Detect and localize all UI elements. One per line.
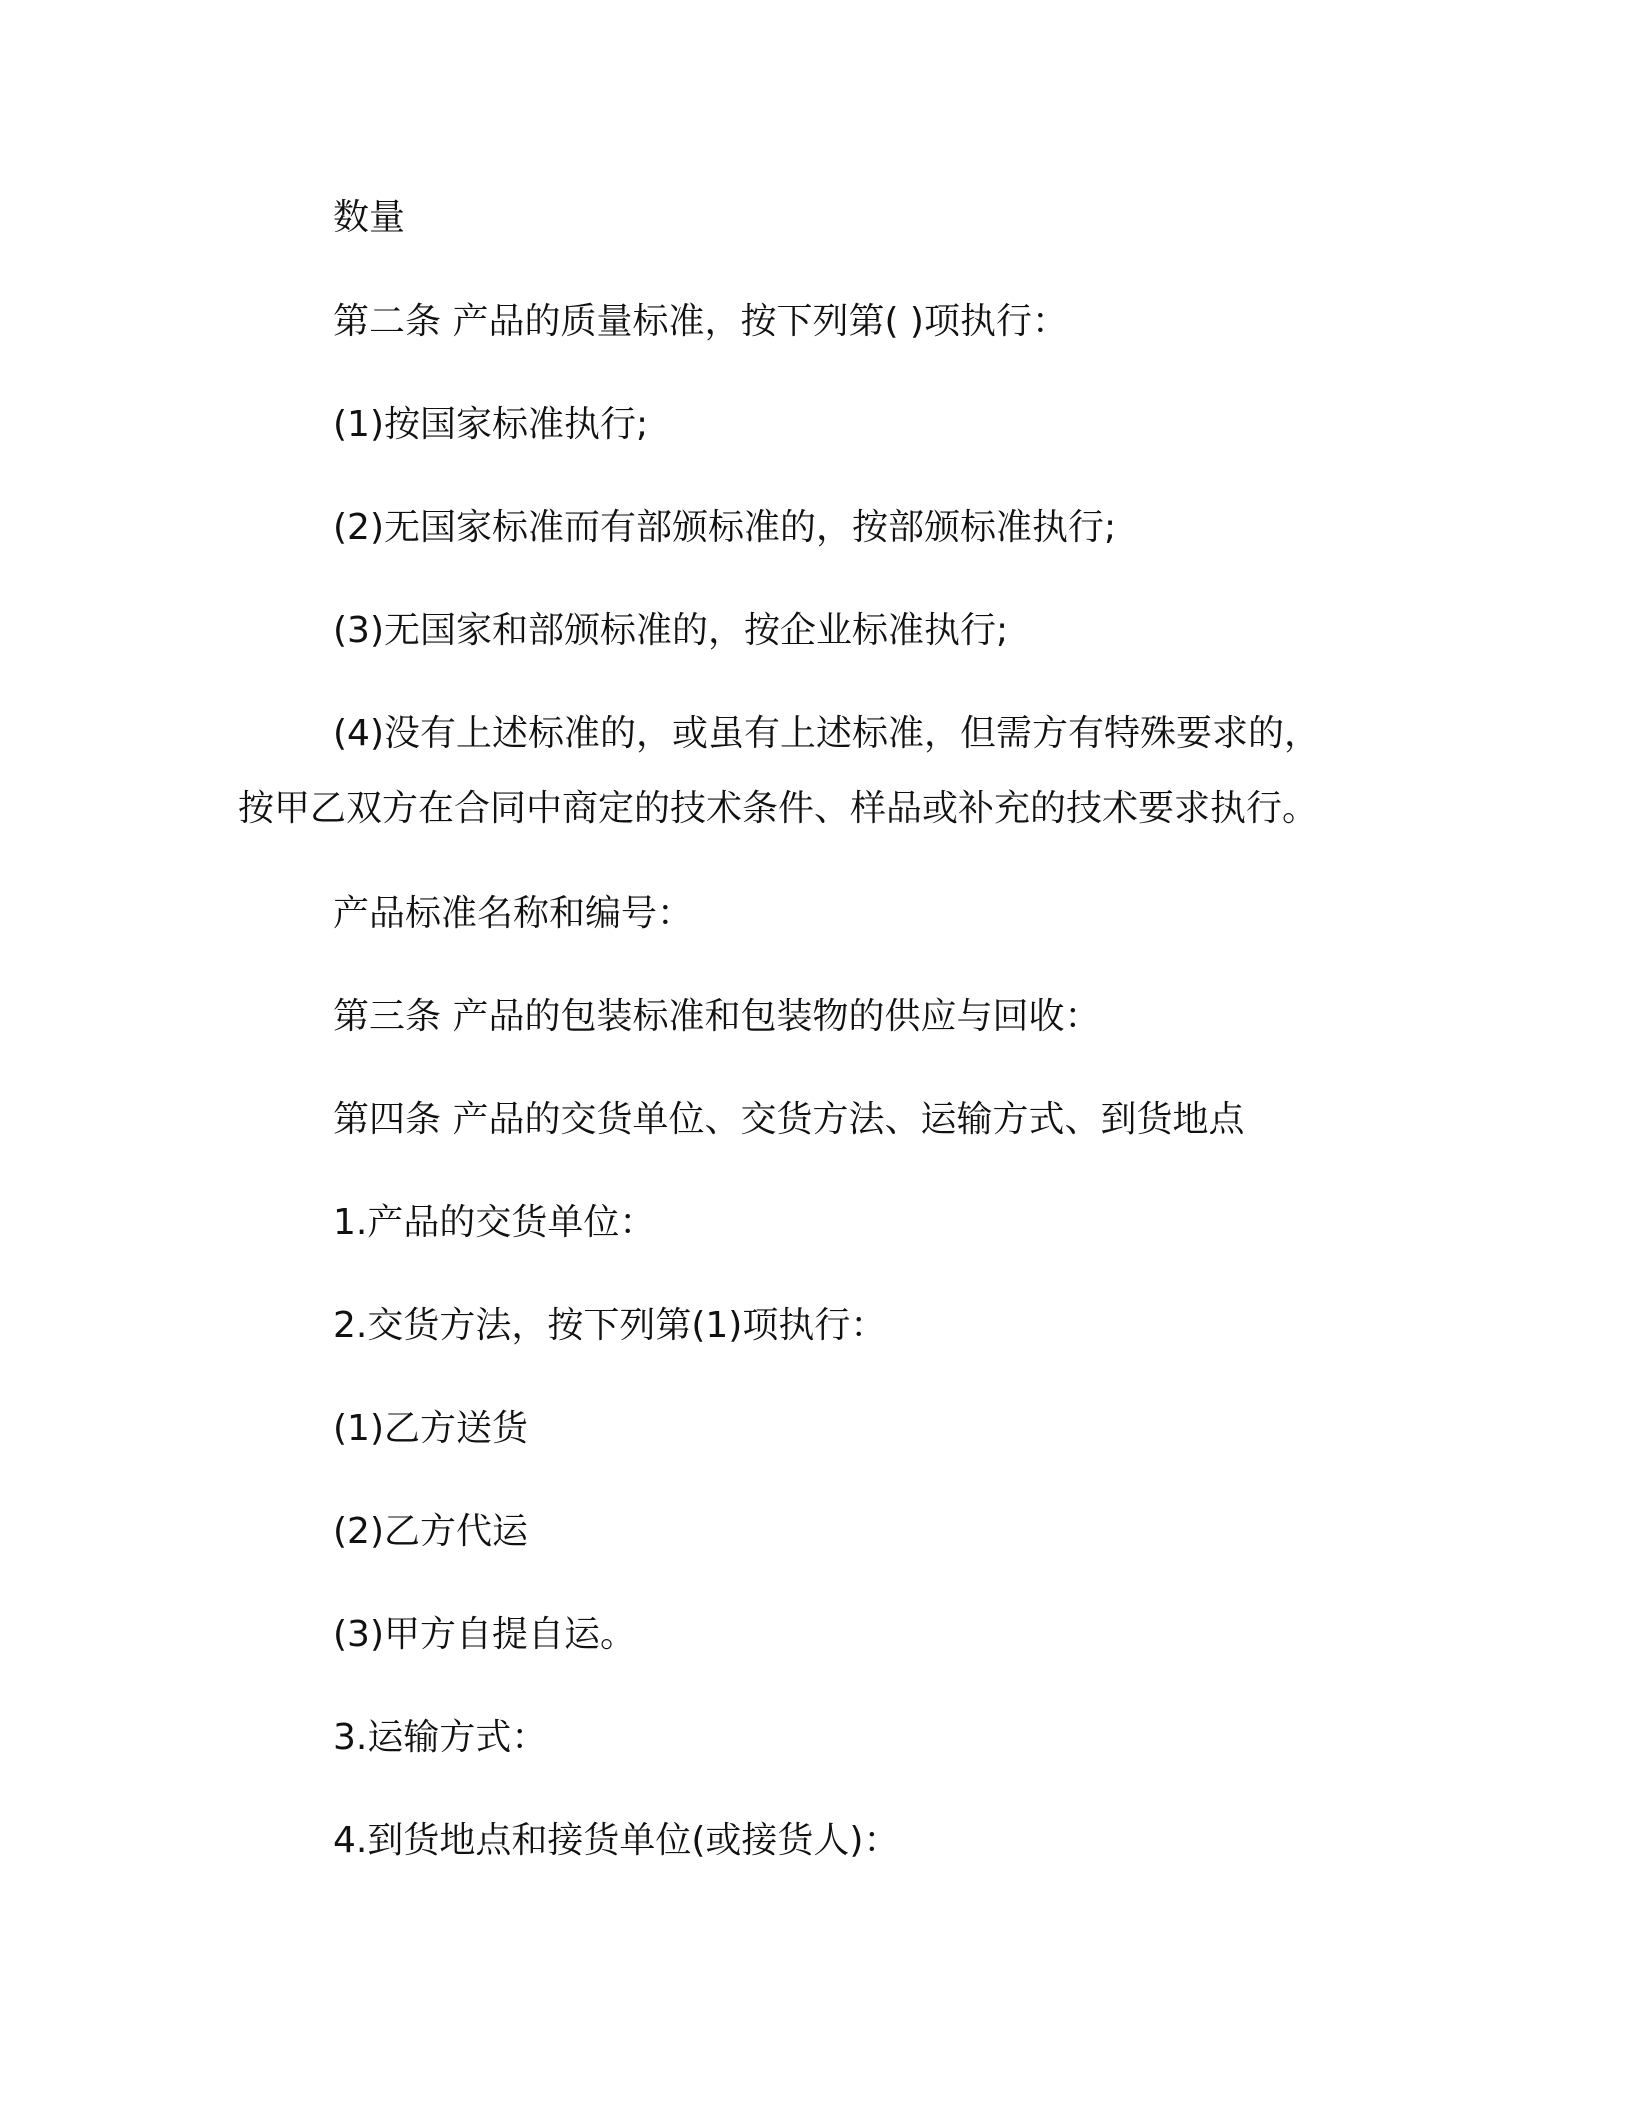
text-line-destination: 4.到货地点和接货单位(或接货人)： bbox=[333, 1820, 900, 1861]
text-line-method-2: (2)乙方代运 bbox=[333, 1511, 528, 1552]
text-line-article-3: 第三条 产品的包装标准和包装物的供应与回收： bbox=[333, 996, 1101, 1037]
text-line-delivery-unit: 1.产品的交货单位： bbox=[333, 1202, 656, 1243]
text-line-method-3: (3)甲方自提自运。 bbox=[333, 1614, 636, 1655]
text-line-method-1: (1)乙方送货 bbox=[333, 1408, 528, 1449]
text-line-transport: 3.运输方式： bbox=[333, 1717, 548, 1758]
text-line-item-4: (4)没有上述标准的，或虽有上述标准，但需方有特殊要求的， bbox=[333, 713, 1320, 754]
text-line-standard-name: 产品标准名称和编号： bbox=[333, 893, 694, 934]
text-line-quantity: 数量 bbox=[333, 197, 406, 238]
text-line-item-3: (3)无国家和部颁标准的，按企业标准执行; bbox=[333, 610, 1009, 651]
text-line-article-4: 第四条 产品的交货单位、交货方法、运输方式、到货地点 bbox=[333, 1099, 1245, 1140]
text-line-item-2: (2)无国家标准而有部颁标准的，按部颁标准执行; bbox=[333, 507, 1117, 548]
text-line-item-4-continued: 按甲乙双方在合同中商定的技术条件、样品或补充的技术要求执行。 bbox=[238, 788, 1319, 829]
text-line-delivery-method: 2.交货方法，按下列第(1)项执行： bbox=[333, 1305, 887, 1346]
text-line-article-2: 第二条 产品的质量标准，按下列第( )项执行： bbox=[333, 301, 1068, 342]
text-line-item-1: (1)按国家标准执行; bbox=[333, 404, 649, 445]
